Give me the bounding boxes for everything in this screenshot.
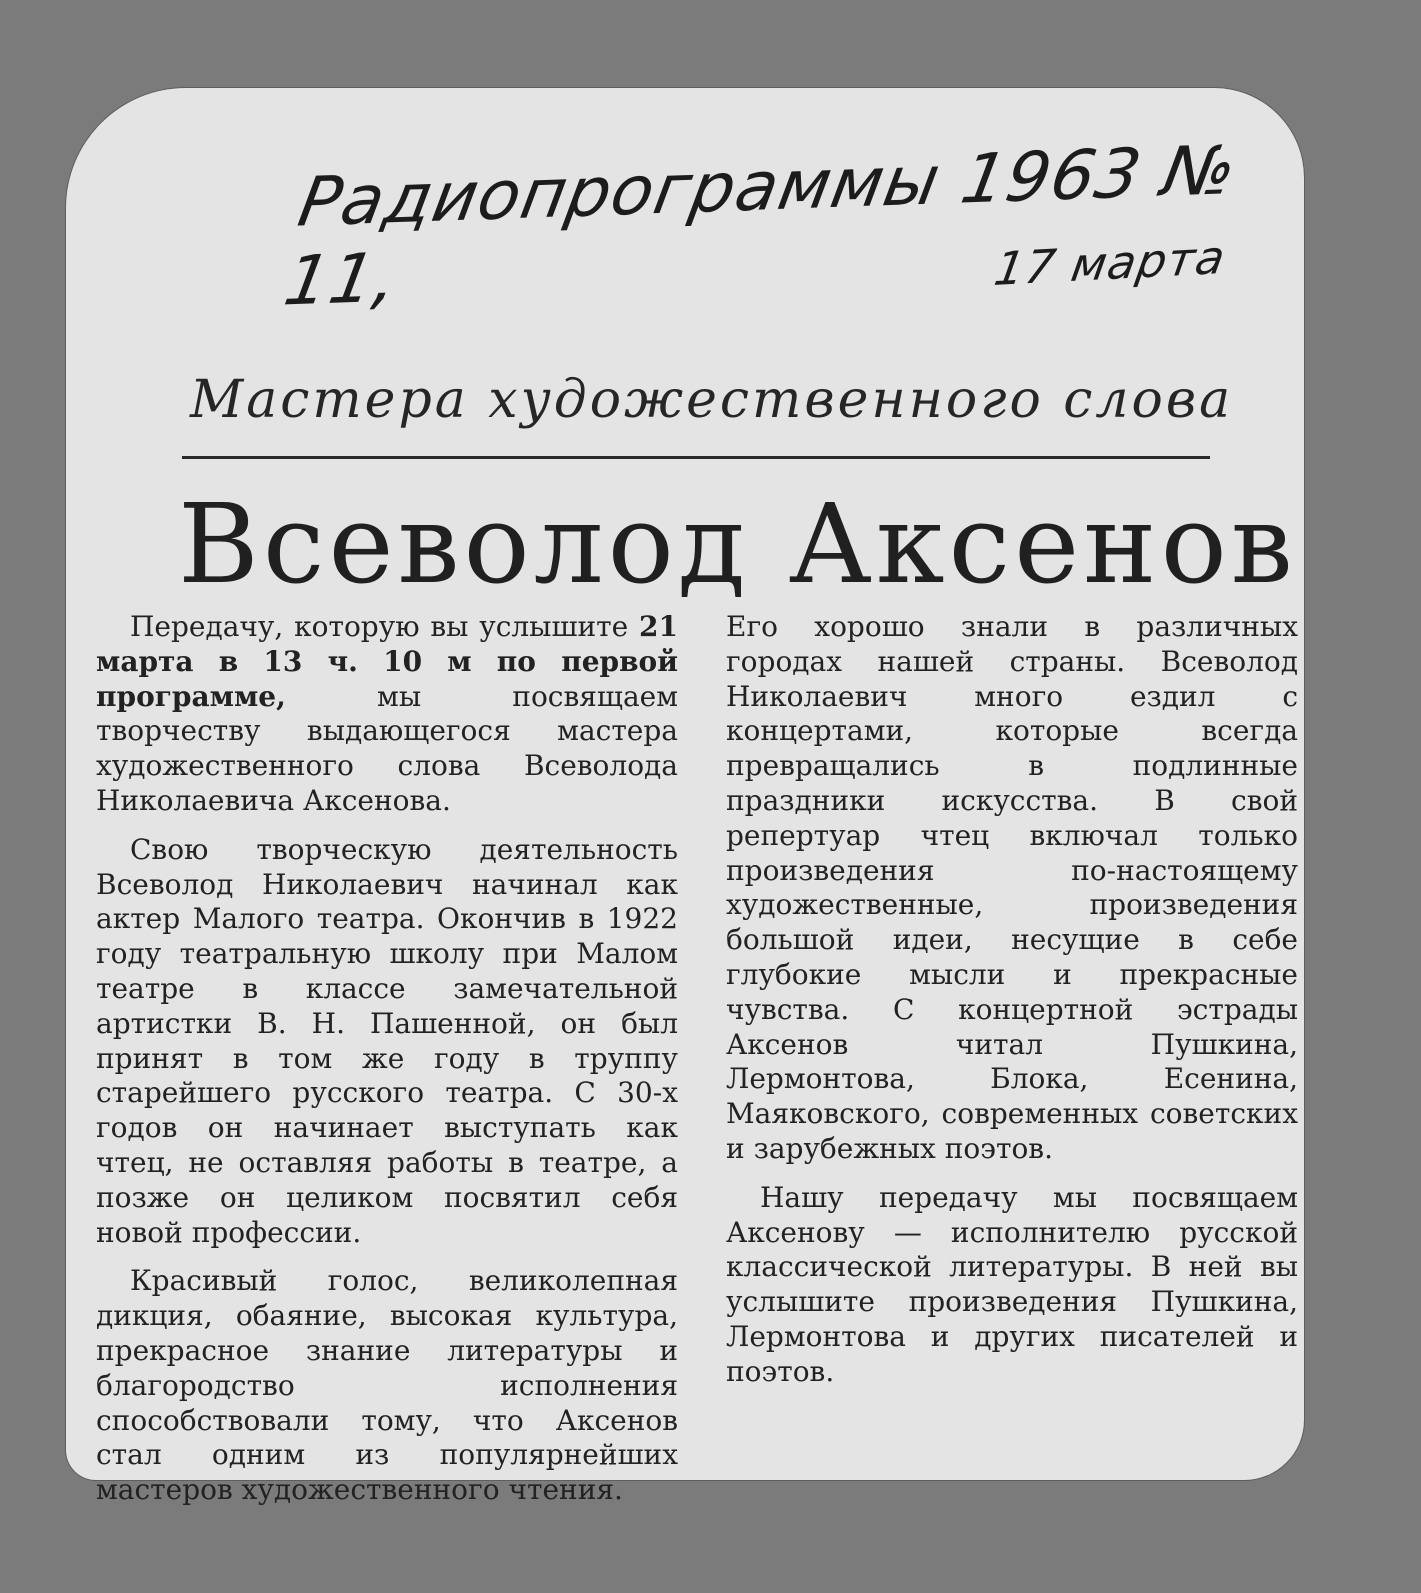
article-paragraph-3-continued: Его хорошо знали в различных городах нашей страны. Всеволод Николаевич много ездил с концертами, которые всегда превращались в подлинные праздники искусства. В свой репертуар чтец включал только произведения по-настоящему художественные, произведения большой идеи, несущие в себе глубокие мысли и прекрасные чувства. С концертной эстрады Аксенов читал Пушкина, Лермонтова, Блока, Есенина, Маяковского, современных советских и зарубежных поэтов.	[726, 610, 1298, 1165]
article-paragraph-4: Нашу передачу мы посвящаем Аксенову — исполнителю русской классической литературы. В ней вы услышите произведения Пушкина, Лермонтова и других писателей и поэтов.	[726, 1180, 1298, 1388]
article-paragraph-2: Свою творческую деятельность Всеволод Николаевич начинал как актер Малого театра. Окончив в 1922 году театральную школу при Малом театре в классе замечательной артистки В. Н. Пашенной, он был принят в том же году в труппу старейшего русского театра. С 30-х годов он начинает выступать как чтец, не оставляя работы в театре, а позже он целиком посвятил себя новой профессии.	[96, 832, 678, 1249]
handwritten-source: Радиопрограммы 1963 № 11,	[278, 131, 1243, 322]
paragraph-1-start: Передачу, которую вы услышите	[130, 610, 640, 643]
handwritten-source-note	[279, 128, 1322, 321]
article-paragraph-3: Красивый голос, великолепная дикция, обаяние, высокая культура, прекрасное знание литературы и благородство исполнения способствовали тому, что Аксенов стал одним из популярнейших мастеров художественного чтения.	[96, 1264, 678, 1507]
handwritten-date: 17 марта	[990, 230, 1230, 296]
rubric-title: Мастера художественного слова	[190, 370, 1234, 430]
article-paragraph-1	[96, 610, 678, 819]
article-column-right	[726, 610, 1298, 1390]
broadcast-time: 21 марта в 13 ч. 10 м по первой программе,	[96, 610, 678, 713]
paragraph-1-end: мы посвящаем творчеству выдающегося мастера художественного слова Всеволода Николаевича Аксенова.	[96, 679, 678, 817]
newspaper-clipping	[66, 88, 1304, 1507]
article-column-left	[96, 610, 678, 1508]
article-headline: Всеволод Аксенов	[178, 480, 1297, 608]
rubric-divider	[182, 456, 1210, 459]
